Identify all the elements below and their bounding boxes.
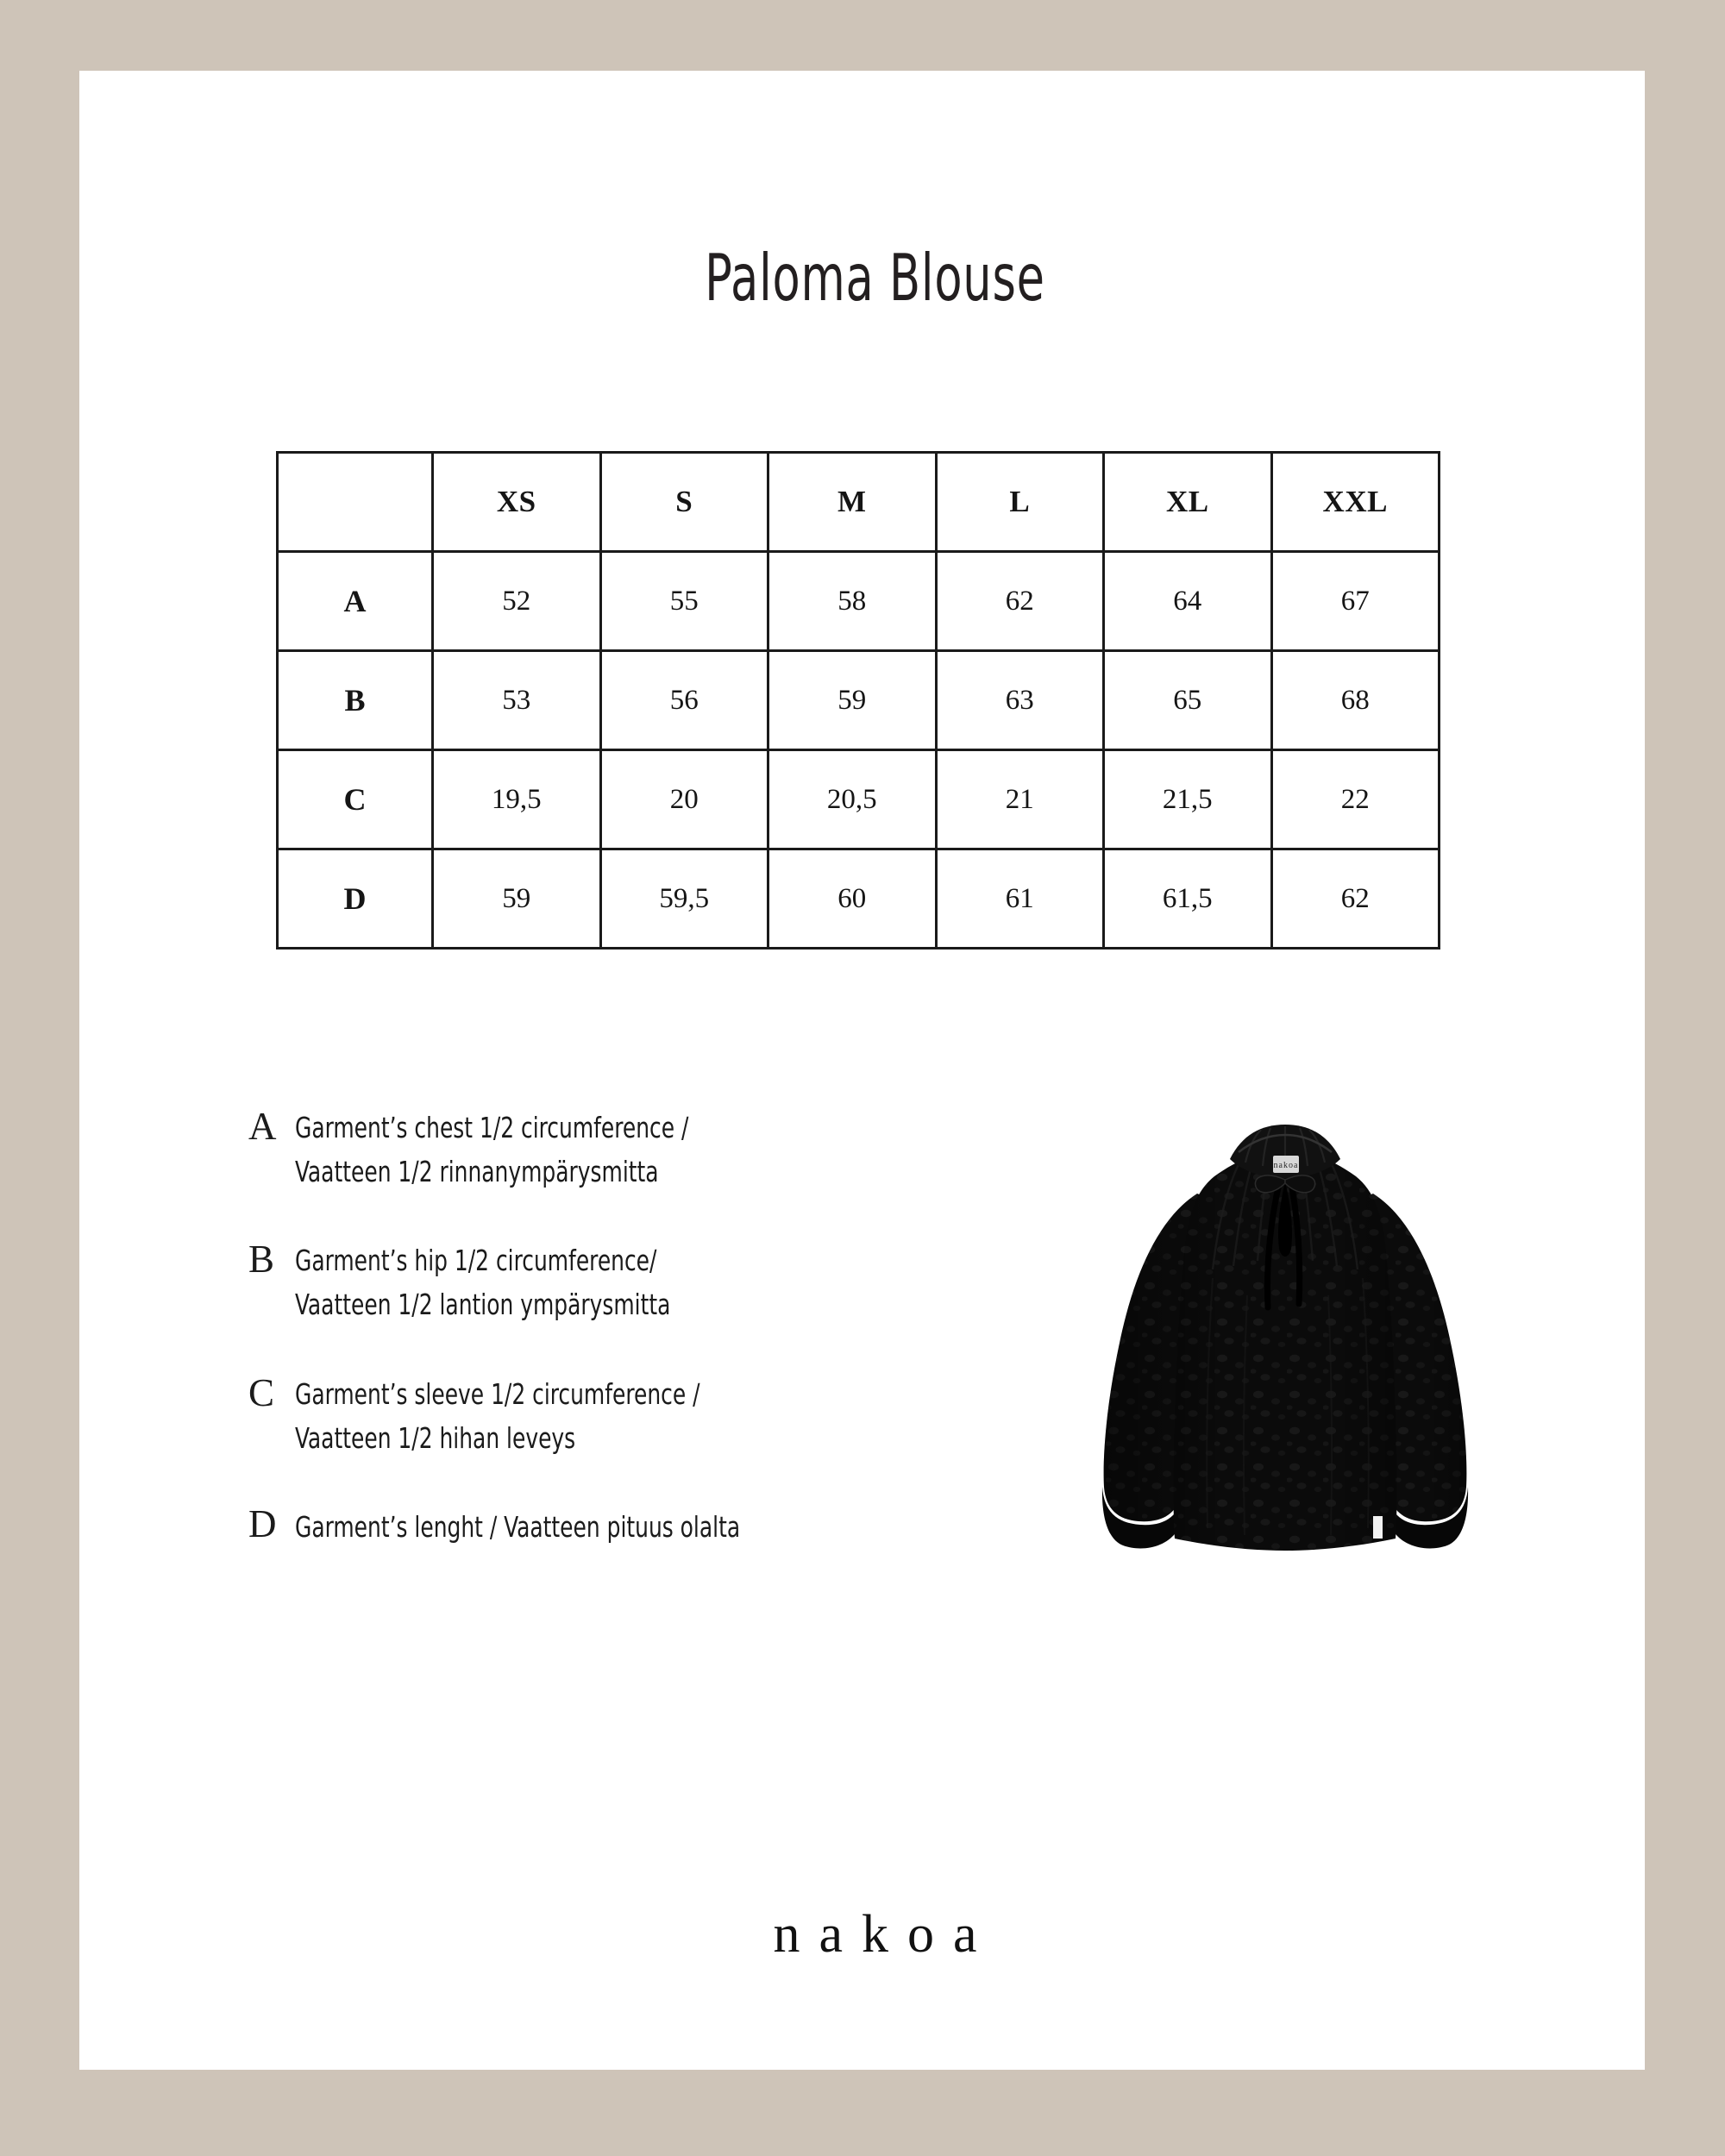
legend-description-c [295, 1372, 836, 1460]
table-row [278, 552, 1440, 651]
cell-d-m: 60 [768, 849, 937, 949]
table-row [278, 651, 1440, 750]
cell-c-xs: 19,5 [433, 750, 601, 849]
table-header-row [278, 453, 1440, 552]
product-photo [1070, 1097, 1501, 1649]
cell-b-m: 59 [768, 651, 937, 750]
cell-c-s: 20 [600, 750, 768, 849]
measurement-legend [248, 1106, 938, 1583]
row-label-c: C [278, 750, 433, 849]
legend-c-line-en: Garment’s sleeve 1/2 circumference / [295, 1376, 700, 1411]
cell-a-l: 62 [936, 552, 1104, 651]
cell-a-xs: 52 [433, 552, 601, 651]
legend-letter-c: C [248, 1370, 275, 1414]
cell-a-m: 58 [768, 552, 937, 651]
table-row [278, 849, 1440, 949]
legend-b-line-fi: Vaatteen 1/2 lantion ympärysmitta [295, 1288, 671, 1322]
cell-c-xxl: 22 [1271, 750, 1440, 849]
legend-a-line-en: Garment’s chest 1/2 circumference / [295, 1111, 689, 1144]
cell-b-s: 56 [600, 651, 768, 750]
legend-letter-d: D [248, 1501, 277, 1545]
legend-d-line: Garment’s lenght / Vaatteen pituus olalta [295, 1509, 741, 1544]
legend-a-line-fi: Vaatteen 1/2 rinnanympärysmitta [295, 1155, 659, 1189]
size-header-m: M [768, 453, 937, 552]
legend-item-c [248, 1372, 938, 1460]
blouse-illustration [1070, 1097, 1501, 1649]
cell-a-xl: 64 [1104, 552, 1272, 651]
legend-item-b [248, 1238, 938, 1326]
row-label-b: B [278, 651, 433, 750]
hem-tag [1373, 1516, 1383, 1539]
row-label-d: D [278, 849, 433, 949]
size-header-s: S [600, 453, 768, 552]
size-header-l: L [936, 453, 1104, 552]
cell-d-xxl: 62 [1271, 849, 1440, 949]
legend-description-b [295, 1238, 836, 1326]
legend-c-line-fi: Vaatteen 1/2 hihan leveys [295, 1420, 576, 1455]
cell-c-m: 20,5 [768, 750, 937, 849]
cell-c-l: 21 [936, 750, 1104, 849]
legend-item-a [248, 1106, 938, 1194]
cell-b-xs: 53 [433, 651, 601, 750]
legend-b-line-en: Garment’s hip 1/2 circumference/ [295, 1244, 657, 1278]
cell-b-xl: 65 [1104, 651, 1272, 750]
cell-c-xl: 21,5 [1104, 750, 1272, 849]
legend-description-a [295, 1106, 836, 1194]
cell-a-s: 55 [600, 552, 768, 651]
legend-description-d [295, 1505, 836, 1549]
cell-a-xxl: 67 [1271, 552, 1440, 651]
row-label-a: A [278, 552, 433, 651]
brand-logo: nakoa [773, 1905, 996, 1964]
legend-letter-a: A [248, 1105, 277, 1148]
cell-b-l: 63 [936, 651, 1104, 750]
size-header-xs: XS [433, 453, 601, 552]
cell-d-xs: 59 [433, 849, 601, 949]
cell-b-xxl: 68 [1271, 651, 1440, 750]
cell-d-l: 61 [936, 849, 1104, 949]
page-title: Paloma Blouse [705, 240, 1045, 316]
legend-item-d [248, 1501, 938, 1549]
table-corner-cell [278, 453, 433, 552]
cell-d-s: 59,5 [600, 849, 768, 949]
legend-letter-b: B [248, 1238, 275, 1282]
size-header-xxl: XXL [1271, 453, 1440, 552]
table-row [278, 750, 1440, 849]
page-sheet [79, 71, 1645, 2070]
size-header-xl: XL [1104, 453, 1272, 552]
cell-d-xl: 61,5 [1104, 849, 1272, 949]
neck-label-text: nakoa [1273, 1161, 1299, 1170]
size-chart-table [276, 451, 1440, 950]
